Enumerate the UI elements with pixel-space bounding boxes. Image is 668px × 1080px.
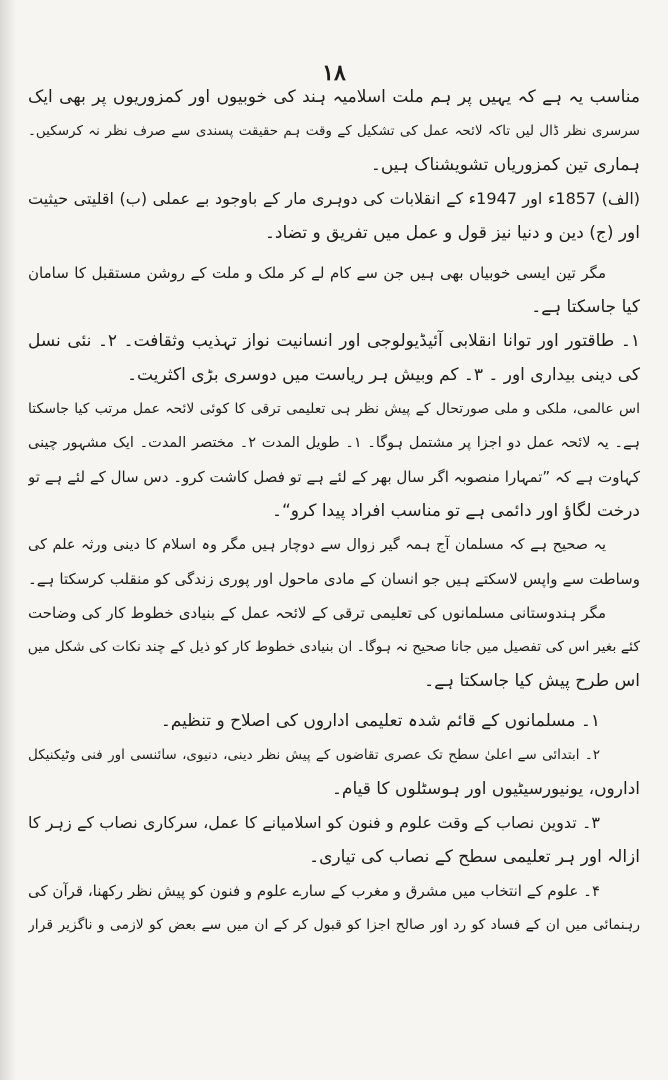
text-line: کیا جاسکتا ہے۔ [531,297,640,317]
text-line: وساطت سے واپس لاسکتے ہیں جو انسان کے مادی ماحول اور پوری زندگی کو منقلب کرسکتا ہے۔ [28,570,640,588]
page-number: ۱۸ [322,60,346,86]
list-item: ۳۔ تدوین نصاب کے وقت علوم و فنون کو اسلامیانے کا عمل، سرکاری نصاب کے زہر کا [28,813,600,832]
text-line: درخت لگاؤ اور دائمی ہے تو مناسب افراد پیدا کرو“۔ [271,501,640,521]
list-item: ۲۔ ابتدائی سے اعلیٰ سطح تک عصری تقاضوں کے پیش نظر دینی، دنیوی، سائنسی اور فنی وٹیکنیکل [28,747,600,763]
text-line: (الف) 1857ء اور 1947ء کے انقلابات کی دوہری مار کے باوجود بے عملی (ب) اقلیتی حیثیت [28,189,640,208]
text-line: ۱۔ طاقتور اور توانا انقلابی آئیڈیولوجی اور انسانیت نواز تہذیب وثقافت۔ ۲۔ نئی نسل [28,331,640,351]
text-line: اور (ج) دین و دنیا نیز قول و عمل میں تفریق و تضاد۔ [264,223,640,243]
text-line: اس طرح پیش کیا جاسکتا ہے۔ [424,671,640,691]
page-body-text [28,80,640,942]
text-line: مناسب یہ ہے کہ یہیں پر ہم ملت اسلامیہ ہند کی خوبیوں اور کمزوریوں پر بھی ایک [28,87,640,107]
text-line: کی دینی بیداری اور ۔ ۳۔ کم وبیش ہر ریاست میں دوسری بڑی اکثریت۔ [127,365,640,385]
text-line: ہماری تین کمزوریاں تشویشناک ہیں۔ [370,155,640,175]
list-item: ۴۔ علوم کے انتخاب میں مشرق و مغرب کے سارے علوم و فنون کو پیش نظر رکھنا، قرآن کی [28,882,600,900]
text-line: ہے۔ یہ لائحہ عمل دو اجزا پر مشتمل ہوگا۔ ۱۔ طویل المدت ۲۔ مختصر المدت۔ ایک مشہور چینی [28,435,640,451]
text-line: مگر ہندوستانی مسلمانوں کی تعلیمی ترقی کے لائحہ عمل کے بنیادی خطوط کار کی وضاحت [28,604,606,622]
text-line: سرسری نظر ڈال لیں تاکہ لائحہ عمل کی تشکیل کے وقت ہم حقیقت پسندی سے صرف نظر نہ کرسکیں۔ [28,123,640,139]
list-item: ۱۔ مسلمانوں کے قائم شدہ تعلیمی اداروں کی اصلاح و تنظیم۔ [160,711,600,731]
text-line: کہاوت ہے کہ ”تمہارا منصوبہ اگر سال بھر کے لئے ہے تو فصل کاشت کرو۔ دس سال کے لئے ہے تو [28,468,640,486]
text-line: اداروں، یونیورسیٹیوں اور ہوسٹلوں کا قیام۔ [331,779,640,799]
text-line: اس عالمی، ملکی و ملی صورتحال کے پیش نظر ہی تعلیمی ترقی کا کوئی لائحہ عمل مرتب کیا جاسکتا [28,401,640,417]
text-line: یہ صحیح ہے کہ مسلمان آج ہمہ گیر زوال سے دوچار ہیں مگر وہ اسلام کا دینی ورثہ علم کی [28,537,606,553]
page-binding-shadow [0,0,16,1080]
text-line: کئے بغیر اس کی تفصیل میں جانا صحیح نہ ہوگا۔ ان بنیادی خطوط کار کو ذیل کے چند نکات کی شکل میں [28,639,640,655]
text-line: ازالہ اور ہر تعلیمی سطح کے نصاب کی تیاری۔ [309,847,640,867]
text-line: مگر تین ایسی خوبیاں بھی ہیں جن سے کام لے کر ملک و ملت کے روشن مستقبل کا سامان [28,264,606,282]
text-line: رہنمائی میں ان کے فساد کو رد اور صالح اجزا کو قبول کر کے ان میں سے بعض کو لازمی و ناگزیر قرار [28,917,640,933]
